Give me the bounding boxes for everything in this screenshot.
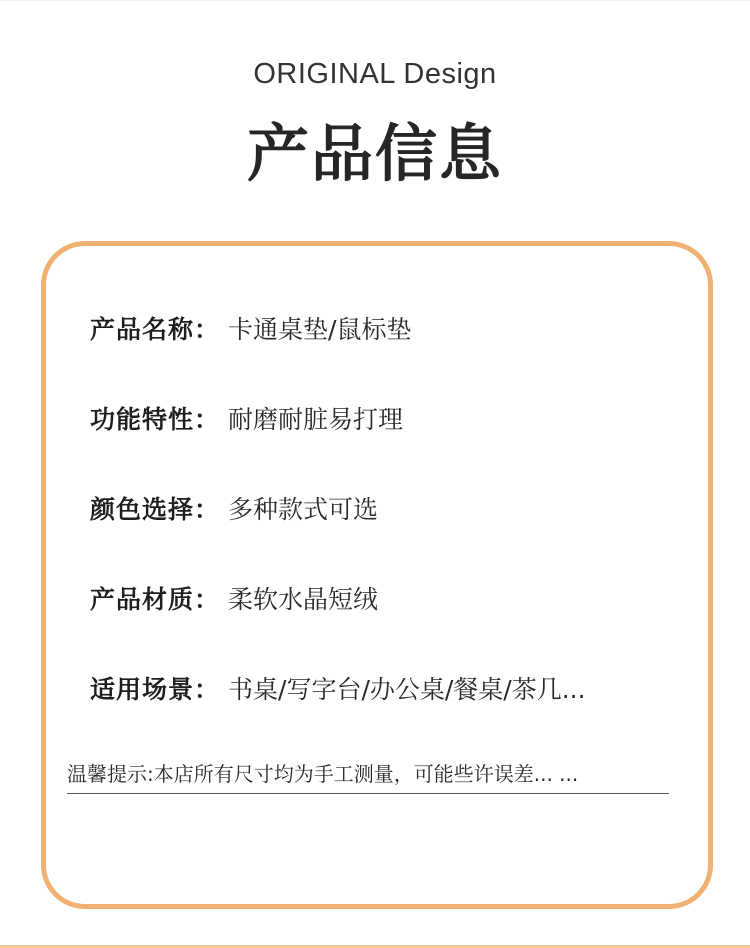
- spec-value: 卡通桌垫/鼠标垫: [228, 315, 412, 344]
- spec-value: 多种款式可选: [228, 495, 379, 524]
- product-info-card: [41, 241, 713, 909]
- spec-label: 适用场景：: [90, 675, 221, 704]
- spec-value: 耐磨耐脏易打理: [228, 405, 404, 434]
- spec-label: 功能特性：: [90, 405, 221, 434]
- measurement-note: 温馨提示:本店所有尺寸均为手工测量，可能些许误差... ...: [67, 758, 669, 794]
- spec-row-product-name: [90, 308, 411, 348]
- top-divider: [0, 0, 750, 1]
- spec-label: 产品材质：: [90, 585, 221, 614]
- spec-row-material: [90, 578, 378, 618]
- header-subtitle: ORIGINAL Design: [253, 58, 497, 90]
- spec-label: 产品名称：: [90, 315, 221, 344]
- spec-value: 柔软水晶短绒: [228, 585, 379, 614]
- page-header: [0, 56, 750, 190]
- page-title: 产品信息: [246, 117, 503, 190]
- spec-row-features: [90, 398, 403, 438]
- spec-value: 书桌/写字台/办公桌/餐桌/茶几...: [228, 675, 586, 704]
- spec-label: 颜色选择：: [90, 495, 221, 524]
- spec-row-usage-scenarios: [90, 668, 586, 708]
- spec-row-color-options: [90, 488, 378, 528]
